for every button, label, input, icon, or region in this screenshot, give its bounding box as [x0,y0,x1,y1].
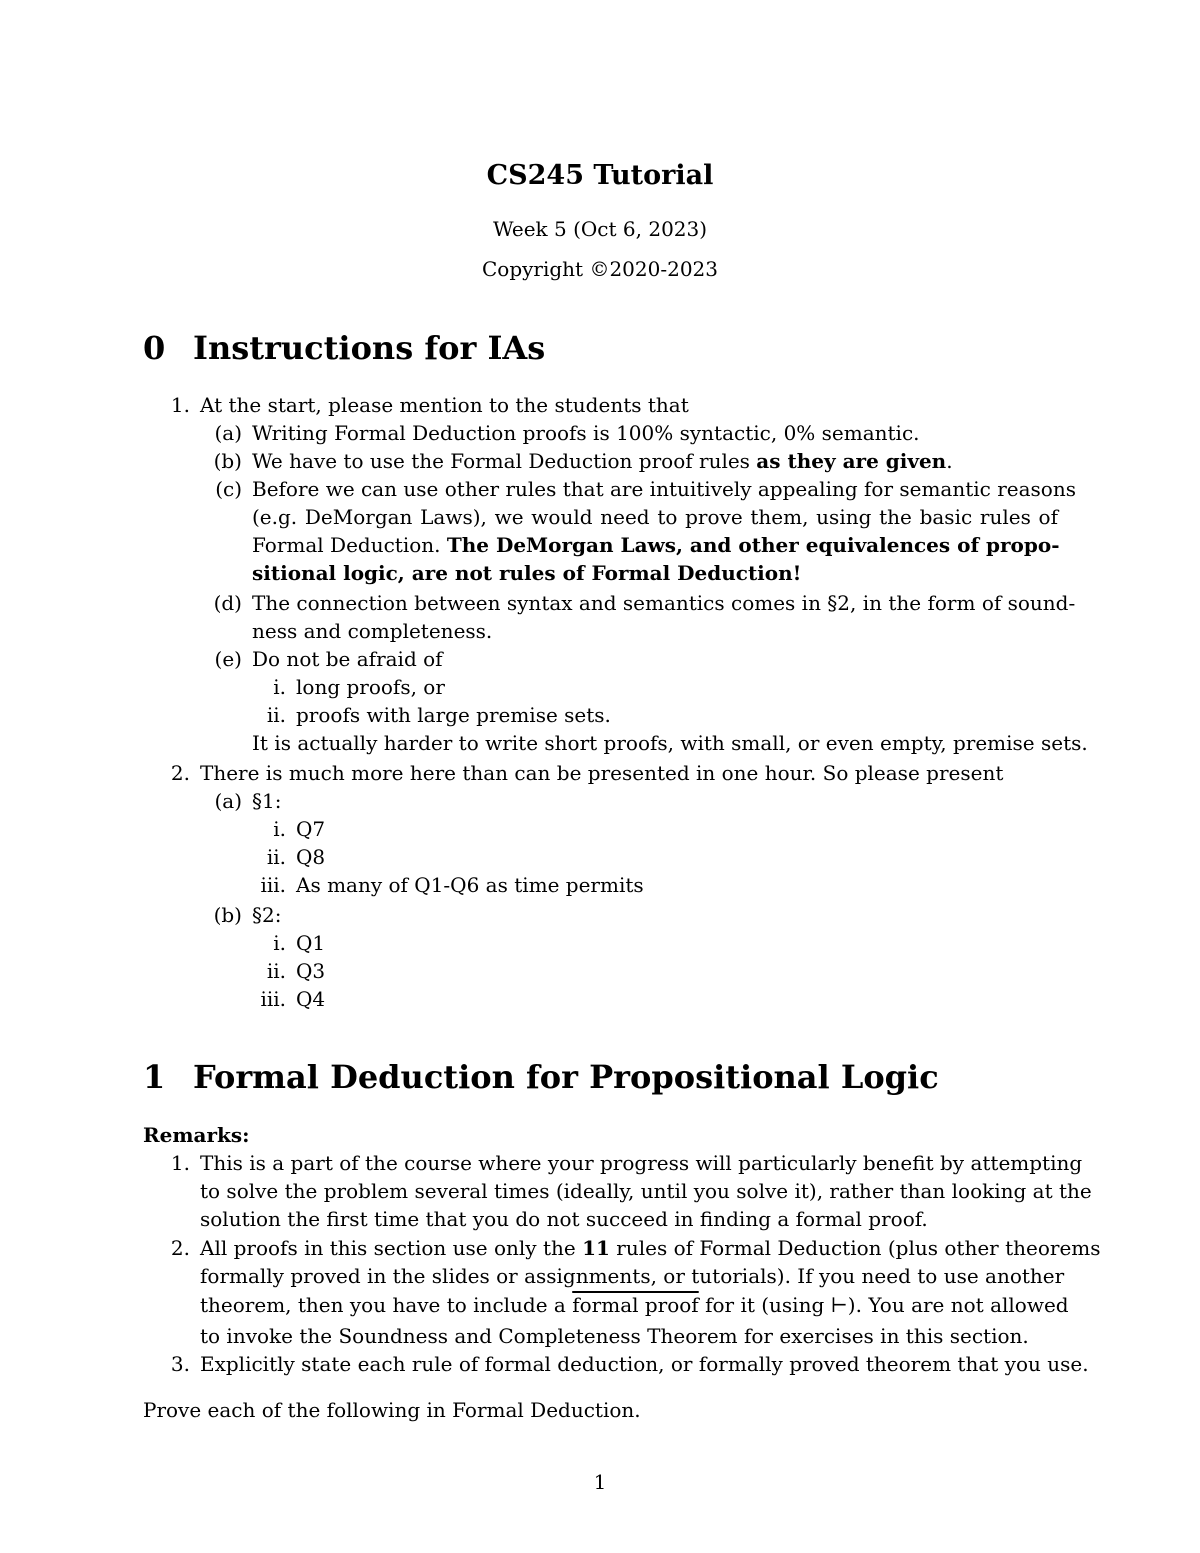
sublist-label: (e) [214,647,242,671]
list-label: 1. [170,393,190,417]
subsublist-item-text: As many of Q1-Q6 as time permits [296,873,644,897]
subsublist-label: ii. [266,959,286,983]
sublist-item-text: It is actually harder to write short proofs, with small, or even empty, premise sets. [252,731,1088,755]
sublist-label: (a) [214,421,242,445]
list-item-text: to solve the problem several times (ideally, until you solve it), rather than looking at the [200,1179,1092,1203]
subsublist-item-text: Q3 [296,959,326,983]
list-label: 1. [170,1151,190,1175]
list-item-text: This is a part of the course where your progress will particularly benefit by attempting [200,1151,1083,1175]
section-0-heading [143,329,943,369]
list-item-text: There is much more here than can be presented in one hour. So please present [200,761,1004,785]
sublist-item-text: Before we can use other rules that are intuitively appealing for semantic reasons [252,477,1076,501]
section-0-number: 0 [143,329,166,367]
subsublist-item-text: long proofs, or [296,675,445,699]
list-item-text: theorem, then you have to include a formal proof for it (using ⊢). You are not allowed [200,1293,1069,1317]
formal-proof-overlined: formal proof [572,1293,699,1317]
sublist-label: (a) [214,789,242,813]
subsublist-label: ii. [266,845,286,869]
subsublist-label: ii. [266,703,286,727]
sublist-item-text: We have to use the Formal Deduction proof rules as they are given. [252,449,953,473]
list-label: 2. [170,1236,190,1260]
sublist-label: (c) [215,477,242,501]
page-number: 1 [593,1470,607,1494]
list-item-text: All proofs in this section use only the 11 rules of Formal Deduction (plus other theorems [200,1236,1101,1260]
subsublist-label: i. [273,931,286,955]
doc-title: CS245 Tutorial [486,160,714,191]
sublist-label: (b) [213,449,242,473]
section-1-number: 1 [143,1058,166,1096]
sublist-item-text: §1: [252,789,282,813]
list-item-text: solution the first time that you do not succeed in finding a formal proof. [200,1207,928,1231]
subsublist-item-text: Q8 [296,845,326,869]
sublist-item-text: §2: [252,903,282,927]
doc-copyright: Copyright ©2020-2023 [481,257,719,281]
sublist-item-text: Formal Deduction. The DeMorgan Laws, and other equivalences of propo- [252,533,1060,557]
remarks-label: Remarks: [143,1123,250,1147]
subsublist-item-text: Q7 [296,817,326,841]
subsublist-label: iii. [260,987,286,1011]
section-1-heading [143,1058,1043,1098]
sublist-item-text: ness and completeness. [252,619,493,643]
subsublist-item-text: Q4 [296,987,326,1011]
subsublist-label: i. [273,675,286,699]
sublist-item-text: sitional logic, are not rules of Formal Deduction! [252,561,802,585]
sublist-item-text: Do not be afraid of [252,647,443,671]
sublist-item-text: Writing Formal Deduction proofs is 100% syntactic, 0% semantic. [252,421,920,445]
subsublist-item-text: Q1 [296,931,326,955]
list-item-text: to invoke the Soundness and Completeness Theorem for exercises in this section. [200,1324,1029,1348]
doc-week: Week 5 (Oct 6, 2023) [492,217,708,241]
subsublist-label: iii. [260,873,286,897]
sublist-label: (d) [213,591,242,615]
section-0-title: Instructions for IAs [193,329,546,367]
subsublist-label: i. [273,817,286,841]
section-1-title: Formal Deduction for Propositional Logic [193,1058,939,1096]
list-item-text: Explicitly state each rule of formal deduction, or formally proved theorem that you use. [200,1352,1089,1376]
list-item-text: At the start, please mention to the students that [200,393,689,417]
list-item-text: formally proved in the slides or assignments, or tutorials). If you need to use another [200,1264,1065,1288]
list-label: 3. [170,1352,190,1376]
sublist-item-text: The connection between syntax and semantics comes in §2, in the form of sound- [252,591,1076,615]
sublist-item-text: (e.g. DeMorgan Laws), we would need to prove them, using the basic rules of [252,505,1058,529]
list-label: 2. [170,761,190,785]
subsublist-item-text: proofs with large premise sets. [296,703,611,727]
prove-instruction: Prove each of the following in Formal Deduction. [143,1398,641,1422]
sublist-label: (b) [213,903,242,927]
